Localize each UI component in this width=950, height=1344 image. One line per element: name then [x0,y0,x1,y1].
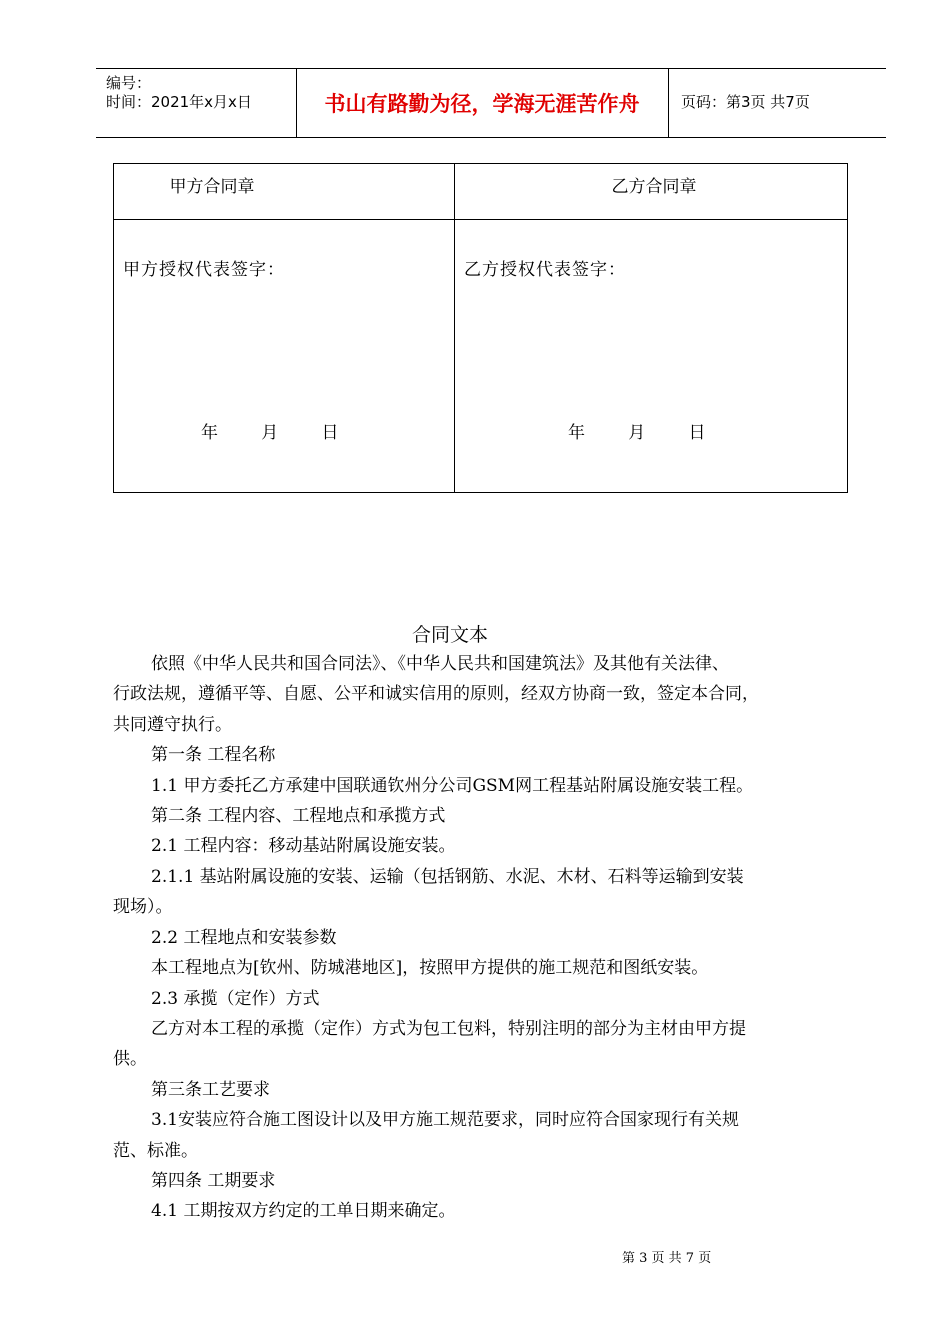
page-header [96,68,886,138]
number-label: 编号： [106,74,152,92]
paragraph-line: 乙方对本工程的承揽（定作）方式为包工包料，特别注明的部分为主材由甲方提 [151,1019,746,1039]
paragraph-line: 依照《中华人民共和国合同法》、《中华人民共和国建筑法》及其他有关法律、 [151,654,729,674]
section-heading: 第二条 工程内容、工程地点和承揽方式 [151,806,446,826]
header-meta [96,69,296,137]
table-divider [454,164,455,492]
paragraph-line: 4.1 工期按双方约定的工单日期来确定。 [151,1201,456,1221]
paragraph-line: 2.1.1 基站附属设施的安装、运输（包括钢筋、水泥、木材、石料等运输到安装 [151,867,744,887]
party-b-sign: 乙方授权代表签字： [464,260,626,280]
paragraph-line: 范、标准。 [113,1141,198,1161]
page-footer: 第 3 页 共 7 页 [622,1251,712,1266]
paragraph-line: 供。 [113,1049,147,1069]
signature-table [113,163,848,493]
paragraph-line: 共同遵守执行。 [113,715,232,735]
time-label: 时间：2021年x月x日 [106,93,252,111]
paragraph-line: 现场）。 [113,897,173,917]
paragraph-line: 行政法规，遵循平等、自愿、公平和诚实信用的原则，经双方协商一致，签定本合同， [113,684,759,704]
paragraph-line: 3.1安装应符合施工图设计以及甲方施工规范要求，同时应符合国家现行有关规 [151,1110,740,1130]
paragraph-line: 1.1 甲方委托乙方承建中国联通钦州分公司GSM网工程基站附属设施安装工程。 [151,776,754,796]
table-divider [114,219,847,220]
paragraph-line: 2.2 工程地点和安装参数 [151,928,337,948]
party-a-date: 年 月 日 [201,423,339,443]
header-divider [668,69,669,137]
paragraph-line: 2.1 工程内容：移动基站附属设施安装。 [151,836,456,856]
party-a-seal: 甲方合同章 [169,177,255,197]
header-motto: 书山有路勤为径，学海无涯苦作舟 [324,92,640,116]
paragraph-line: 本工程地点为[钦州、防城港地区]，按照甲方提供的施工规范和图纸安装。 [151,958,709,978]
section-heading: 第三条工艺要求 [151,1080,270,1100]
document-title: 合同文本 [411,624,488,646]
header-page-info: 页码：第3页 共7页 [681,93,810,111]
party-a-sign: 甲方授权代表签字： [123,260,285,280]
section-heading: 第一条 工程名称 [151,745,276,765]
section-heading: 第四条 工期要求 [151,1171,276,1191]
party-b-date: 年 月 日 [568,423,706,443]
paragraph-line: 2.3 承揽（定作）方式 [151,989,320,1009]
party-b-seal: 乙方合同章 [611,177,697,197]
